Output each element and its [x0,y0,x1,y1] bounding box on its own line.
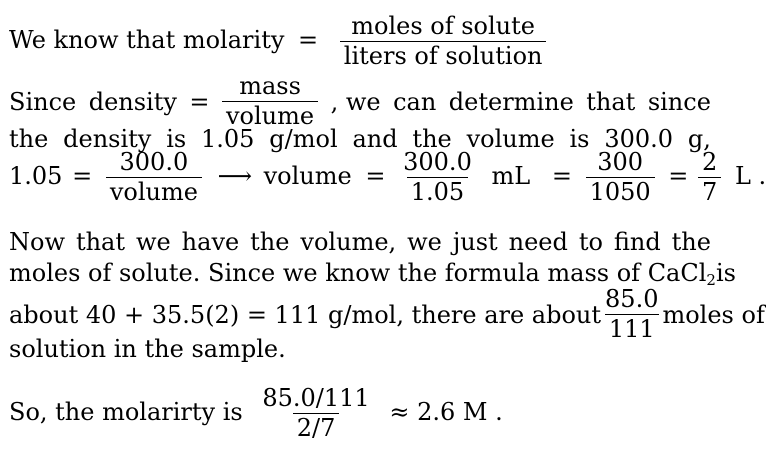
word: the [671,228,711,256]
word: that [586,87,636,116]
equals-sign: = [551,162,572,191]
paragraph-line [9,259,736,289]
numerator: 85.0/111 [262,384,370,412]
word: is [166,125,187,153]
equals-sign: = [298,26,319,55]
paragraph-line [9,337,286,361]
text: So, the molarirty is [9,398,243,427]
word: density [88,87,177,116]
fraction [586,150,655,205]
unit: mL [491,162,531,191]
text: 1.05 [9,162,63,191]
numerator: 2 [702,148,718,176]
word: need [508,228,568,256]
word: have [181,228,240,256]
text: moles of solute. Since we know the formula mass of CaCl [9,259,707,287]
text: about 40 + 35.5(2) = 111 g/mol, there are about [9,300,602,329]
word: g, [687,125,711,153]
equals-sign: = [189,87,210,116]
arrow-icon: ⟶ [217,162,252,191]
numerator: 300.0 [403,148,472,176]
density-sentence [9,74,711,129]
denominator: 1.05 [407,177,468,205]
volume-equation [9,150,766,205]
density-fraction [222,74,318,129]
denominator: 1050 [586,177,655,205]
numerator: 300 [597,148,644,176]
word: since [647,87,711,116]
molarity-definition [9,14,554,69]
fraction [399,150,476,205]
word: g/mol [269,125,338,153]
equals-sign: = [72,162,93,191]
result-fraction [258,386,373,441]
denominator: volume [222,101,318,129]
word: we [135,228,171,256]
word: is [569,125,590,153]
word: 300.0 [604,125,674,153]
word: to [578,228,603,256]
paragraph-line [9,230,711,254]
word: that [75,228,126,256]
word: the [9,125,49,153]
word: Now [9,228,65,256]
text [9,261,716,288]
equals-sign: = [668,162,689,191]
fraction [698,150,721,205]
word: determine [448,87,574,116]
word: , we [330,87,381,116]
word: just [452,228,498,256]
numerator: mass [239,72,301,100]
numerator: moles of solute [351,12,535,40]
word: 1.05 [201,125,255,153]
denominator: liters of solution [340,41,547,69]
numerator: 85.0 [605,285,659,313]
equals-sign: = [365,162,386,191]
word: volume [466,125,555,153]
unit: L . [734,162,766,191]
denominator: 111 [605,314,659,342]
text: We know that molarity [9,26,285,55]
denominator: 2/7 [293,413,340,441]
word: and [352,125,398,153]
word: the [412,125,452,153]
word: we [407,228,442,256]
text: solution in the sample. [9,335,286,363]
molarity-result [9,386,503,441]
text: ≈ 2.6 M . [389,398,503,427]
molarity-fraction [340,14,547,69]
moles-fraction [601,287,662,342]
word: volume, [300,228,397,256]
text: volume [263,162,352,191]
denominator: volume [106,177,202,205]
word: density [63,125,152,153]
word: can [393,87,437,116]
numerator: 300.0 [119,148,189,176]
text: moles of [662,300,765,329]
subscript: 2 [706,271,716,289]
word: the [250,228,290,256]
word: is [715,259,736,287]
word: find [613,228,661,256]
word: Since [9,87,77,116]
denominator: 7 [698,177,721,205]
fraction [106,150,202,205]
